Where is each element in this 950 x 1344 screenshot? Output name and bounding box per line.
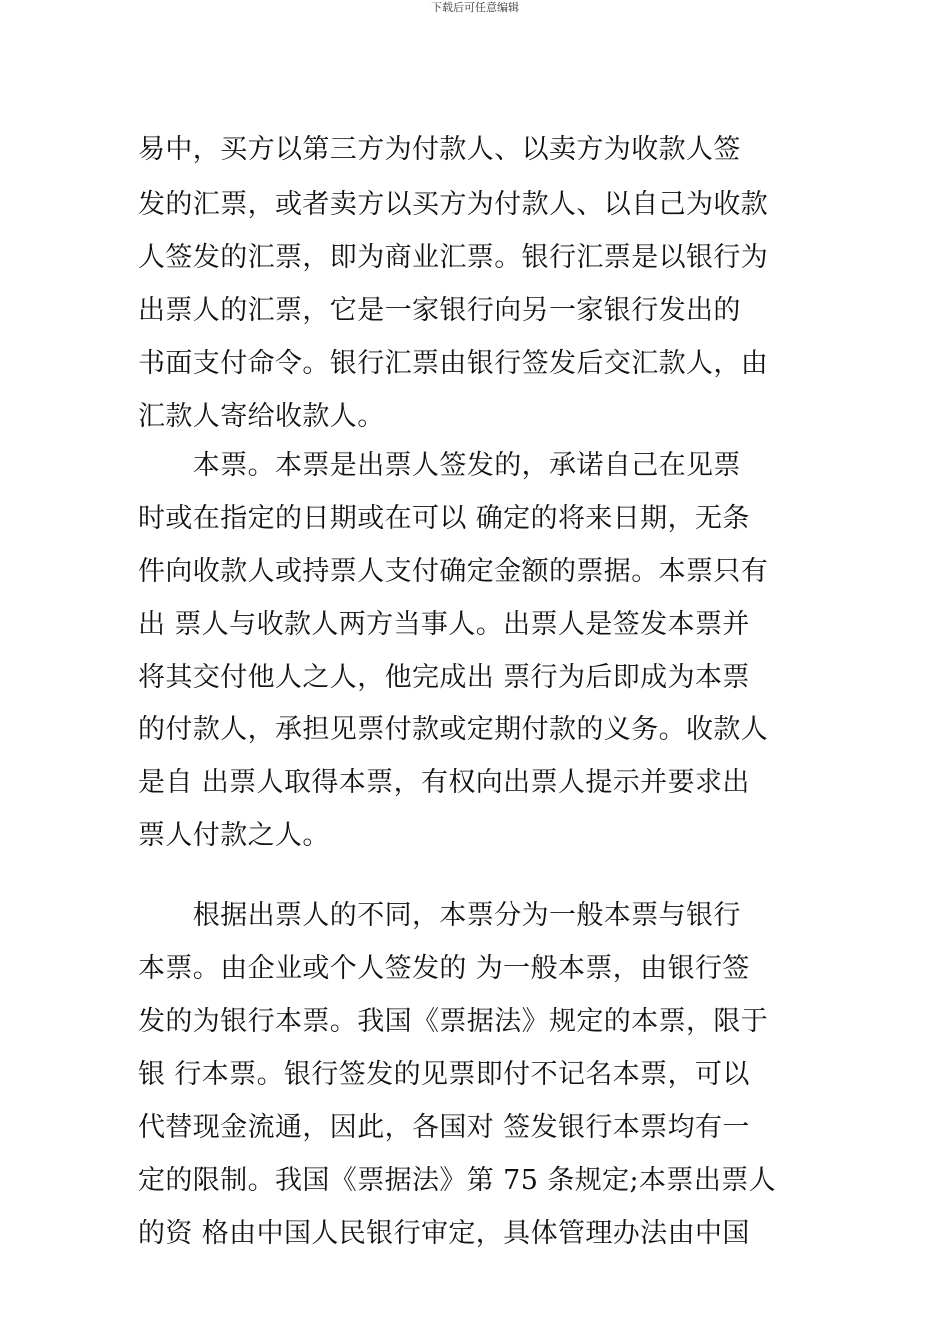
text-line: 本票。由企业或个人签发的 为一般本票，由银行签	[138, 953, 750, 984]
text-line: 人签发的汇票，即为商业汇票。银行汇票是以银行为	[138, 242, 769, 273]
text-line: 易中，买方以第三方为付款人、以卖方为收款人签	[138, 134, 741, 165]
text-line: 银 行本票。银行签发的见票即付不记名本票，可以	[138, 1059, 750, 1090]
text-line: 时或在指定的日期或在可以 确定的将来日期，无条	[138, 503, 750, 534]
text-line: 是自 出票人取得本票，有权向出票人提示并要求出	[138, 767, 750, 798]
text-line: 将其交付他人之人，他完成出 票行为后即成为本票	[138, 662, 750, 693]
text-line: 的付款人，承担见票付款或定期付款的义务。收款人	[138, 714, 769, 745]
text-line: 本票。本票是出票人签发的，承诺自己在见票	[138, 450, 741, 481]
text-line: 书面支付命令。银行汇票由银行签发后交汇款人，由	[138, 348, 769, 379]
text-line: 票人付款之人。	[138, 820, 330, 851]
text-line: 发的汇票，或者卖方以买方为付款人、以自己为收款	[138, 189, 769, 220]
text-line: 汇款人寄给收款人。	[138, 401, 385, 432]
text-line: 发的为银行本票。我国《票据法》规定的本票，限于	[138, 1006, 769, 1037]
page-header: 下载后可任意编辑	[431, 1, 519, 14]
text-line: 根据出票人的不同，本票分为一般本票与银行	[138, 900, 741, 931]
text-line: 出票人的汇票，它是一家银行向另一家银行发出的	[138, 295, 741, 326]
text-line: 代替现金流通，因此，各国对 签发银行本票均有一	[138, 1112, 750, 1143]
text-line: 的资 格由中国人民银行审定，具体管理办法由中国	[138, 1218, 750, 1249]
text-line: 定的限制。我国《票据法》第 75 条规定;本票出票人	[138, 1165, 777, 1196]
text-line: 出 票人与收款人两方当事人。出票人是签发本票并	[138, 609, 750, 640]
text-line: 件向收款人或持票人支付确定金额的票据。本票只有	[138, 556, 769, 587]
